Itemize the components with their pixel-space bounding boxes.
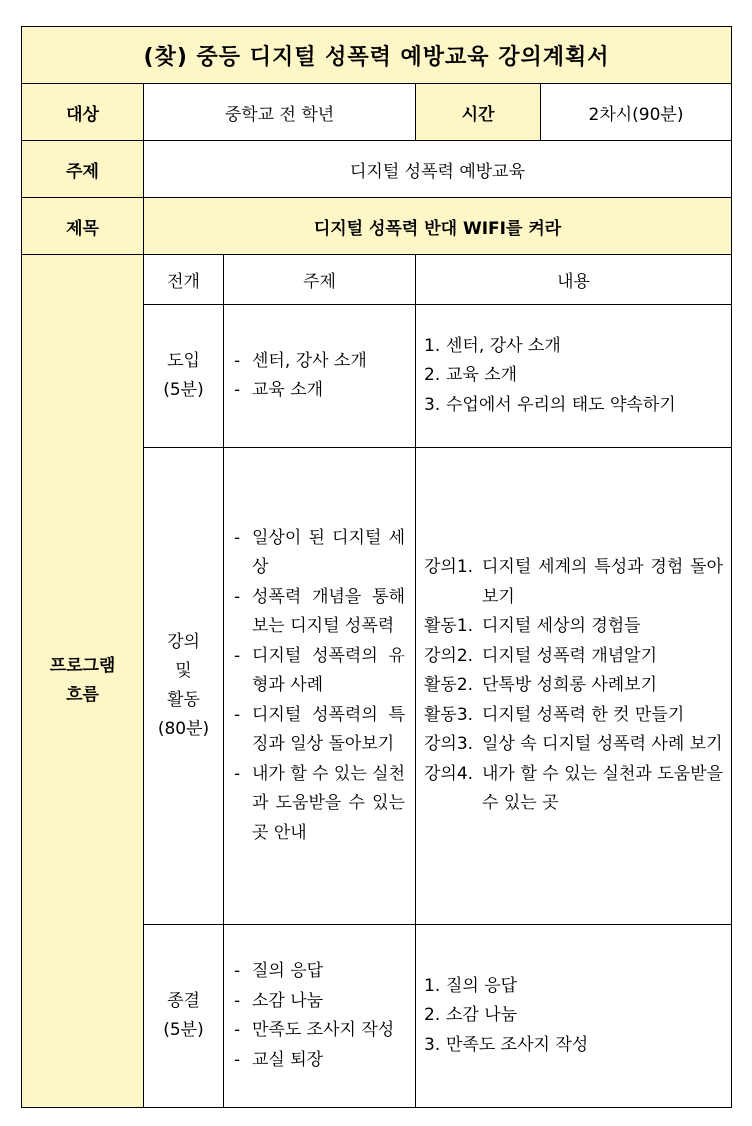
subject-value: 디지털 성폭력 반대 WIFI를 켜라 xyxy=(144,198,732,255)
topic-header: 주제 xyxy=(224,255,416,305)
program-flow-label xyxy=(22,255,144,1108)
intro-stage: 도입 (5분) xyxy=(144,305,224,448)
closing-topics xyxy=(224,925,416,1108)
program-flow-label-line1: 프로그램 xyxy=(49,656,116,676)
activity-content-list xyxy=(416,553,731,819)
list-item: 강의2. 디지털 성폭력 개념알기 xyxy=(424,645,658,666)
list-item: - 디지털 성폭력의 유형과 사례 xyxy=(234,645,405,696)
closing-content-list xyxy=(416,972,731,1061)
time-value: 2차시(90분) xyxy=(541,84,732,141)
list-item: - 교실 퇴장 xyxy=(234,1049,324,1070)
list-item: 강의4. 내가 할 수 있는 실천과 도움받을 수 있는 곳 xyxy=(424,763,723,814)
list-item: 2. 소감 나눔 xyxy=(424,1005,518,1026)
list-item: 강의1. 디지털 세계의 특성과 경험 돌아보기 xyxy=(424,557,723,607)
intro-content-list xyxy=(416,332,731,421)
list-item: - 소감 나눔 xyxy=(234,990,324,1011)
list-item: 활동1. 디지털 세상의 경험들 xyxy=(424,616,641,637)
list-item: - 내가 할 수 있는 실천과 도움받을 수 있는 곳 안내 xyxy=(234,763,405,843)
list-item: 활동3. 디지털 성폭력 한 컷 만들기 xyxy=(424,704,685,725)
list-item: 3. 수업에서 우리의 태도 약속하기 xyxy=(424,394,676,415)
list-item: 1. 질의 응답 xyxy=(424,975,518,996)
list-item: 3. 만족도 조사지 작성 xyxy=(424,1034,589,1055)
list-item: 1. 센터, 강사 소개 xyxy=(424,335,561,356)
topic-label: 주제 xyxy=(22,141,144,198)
closing-stage: 종결 (5분) xyxy=(144,925,224,1108)
list-item: 강의3. 일상 속 디지털 성폭력 사례 보기 xyxy=(424,734,723,755)
activity-topics xyxy=(224,448,416,925)
list-item: - 센터, 강사 소개 xyxy=(234,350,367,371)
intro-topic-list xyxy=(224,347,415,406)
activity-stage: 강의 및 활동 (80분) xyxy=(144,448,224,925)
subject-label: 제목 xyxy=(22,198,144,255)
activity-contents xyxy=(416,448,732,925)
list-item: 활동2. 단톡방 성희롱 사례보기 xyxy=(424,675,658,696)
content-header: 내용 xyxy=(416,255,732,305)
target-value: 중학교 전 학년 xyxy=(144,84,416,141)
program-flow-label-line2: 흐름 xyxy=(66,685,99,705)
activity-topic-list xyxy=(224,524,415,849)
time-label: 시간 xyxy=(416,84,541,141)
topic-value: 디지털 성폭력 예방교육 xyxy=(144,141,732,198)
target-label: 대상 xyxy=(22,84,144,141)
intro-contents xyxy=(416,305,732,448)
closing-topic-list xyxy=(224,957,415,1075)
list-item: - 성폭력 개념을 통해 보는 디지털 성폭력 xyxy=(234,586,405,637)
list-item: 2. 교육 소개 xyxy=(424,365,518,386)
list-item: - 질의 응답 xyxy=(234,961,324,981)
list-item: - 일상이 된 디지털 세상 xyxy=(234,527,405,578)
closing-contents xyxy=(416,925,732,1108)
intro-topics xyxy=(224,305,416,448)
lecture-plan-table xyxy=(21,26,732,1108)
document-title: (찾) 중등 디지털 성폭력 예방교육 강의계획서 xyxy=(22,27,732,84)
list-item: - 교육 소개 xyxy=(234,380,324,400)
list-item: - 만족도 조사지 작성 xyxy=(234,1020,395,1040)
list-item: - 디지털 성폭력의 특징과 일상 돌아보기 xyxy=(234,704,405,755)
stage-header: 전개 xyxy=(144,255,224,305)
